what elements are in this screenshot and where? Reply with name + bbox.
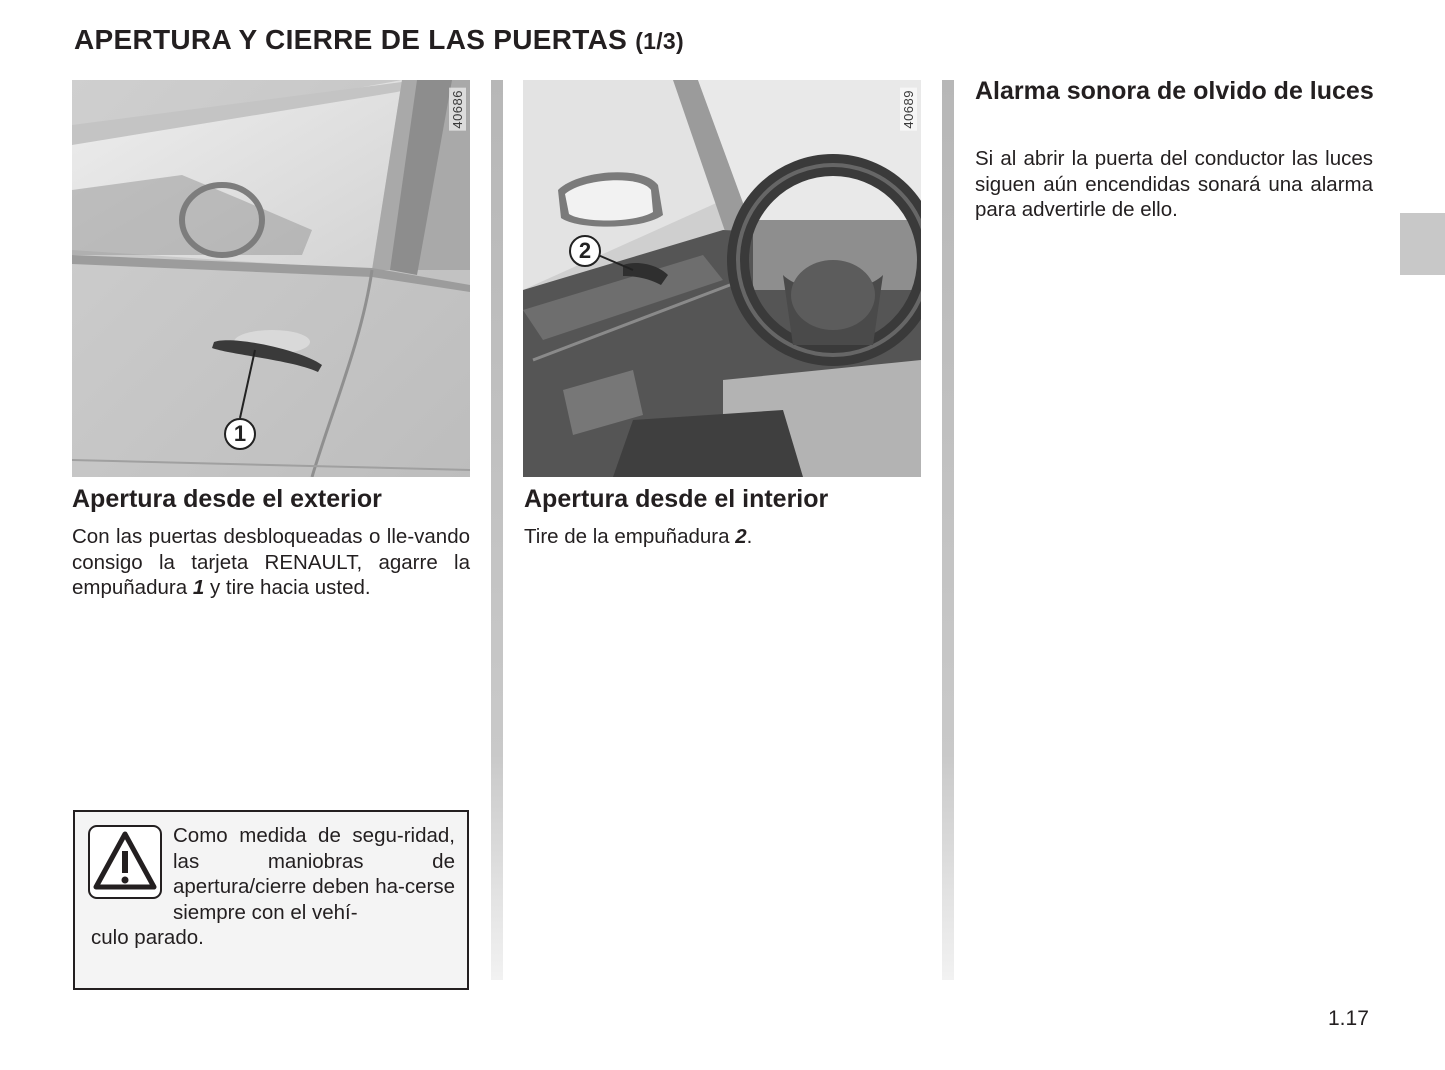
warning-triangle-icon — [88, 825, 162, 899]
title-main: APERTURA Y CIERRE DE LAS PUERTAS — [74, 24, 628, 55]
text-lights-alarm: Si al abrir la puerta del conductor las luces siguen aún encendidas sonará una alarma para advertirle de ello. — [975, 147, 1373, 221]
interior-door-illustration — [523, 80, 921, 477]
section-tab — [1400, 213, 1445, 275]
ref-handle-1: 1 — [192, 576, 205, 599]
warning-box — [73, 810, 469, 990]
text-interior-after: . — [746, 525, 753, 548]
callout-1: 1 — [224, 418, 256, 450]
heading-exterior: Apertura desde el exterior — [72, 485, 382, 513]
text-exterior — [72, 524, 470, 601]
page-number: 1.17 — [1328, 1007, 1369, 1030]
text-interior — [524, 524, 922, 550]
page-title — [74, 24, 684, 56]
callout-2: 2 — [569, 235, 601, 267]
figure-code: 40689 — [901, 90, 916, 129]
exterior-door-illustration — [72, 80, 470, 477]
heading-interior: Apertura desde el interior — [524, 485, 829, 513]
text-interior-before: Tire de la empuñadura — [524, 525, 730, 548]
warning-text: Como medida de segu-ridad, las maniobras de apertura/cierre deben ha-cerse siempre con el vehí- — [173, 824, 455, 924]
figure-code: 40686 — [450, 90, 465, 129]
heading-lights-alarm: Alarma sonora de olvido de luces — [975, 77, 1374, 105]
text-exterior-before: Con las puertas desbloqueadas o lle-vando consigo la tarjeta RENAULT, agarre la empuñadura — [72, 525, 470, 599]
warning-text-tail: culo parado. — [91, 926, 204, 949]
column-divider-1 — [491, 80, 503, 980]
text-exterior-after: y tire hacia usted. — [209, 576, 371, 599]
ref-handle-2: 2 — [735, 525, 747, 548]
column-divider-2 — [942, 80, 954, 980]
title-part: (1/3) — [635, 28, 684, 54]
